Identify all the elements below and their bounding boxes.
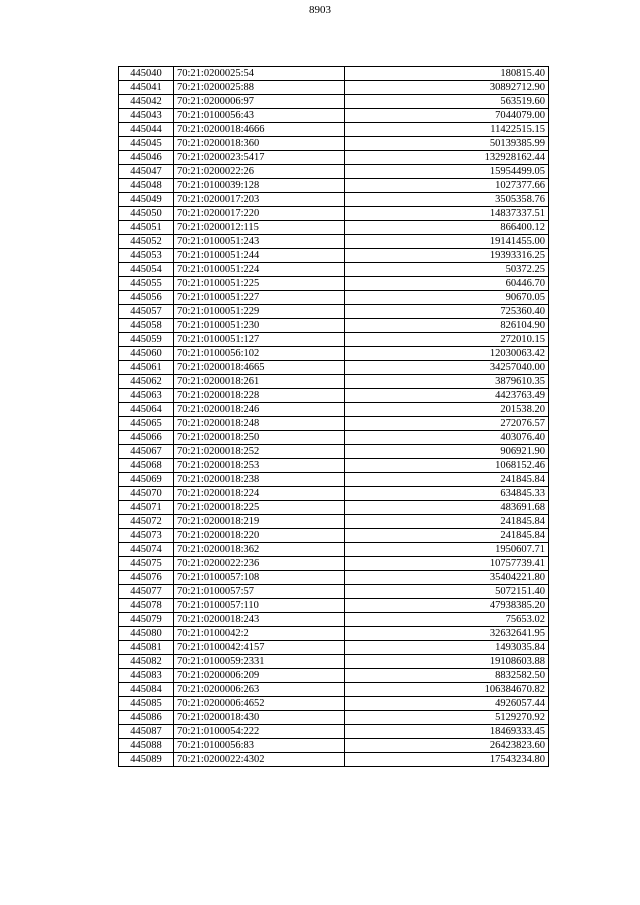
row-number-cell: 445089 — [119, 753, 174, 767]
table-row — [119, 711, 549, 725]
row-number-cell: 445083 — [119, 669, 174, 683]
row-number-cell: 445042 — [119, 95, 174, 109]
cadastral-value-cell: 241845.84 — [345, 515, 549, 529]
cadastral-value-cell: 8832582.50 — [345, 669, 549, 683]
cadastral-number-cell: 70:21:0200018:248 — [174, 417, 345, 431]
cadastral-value-cell: 18469333.45 — [345, 725, 549, 739]
cadastral-number-cell: 70:21:0100051:243 — [174, 235, 345, 249]
cadastral-number-cell: 70:21:0200018:238 — [174, 473, 345, 487]
cadastral-number-cell: 70:21:0100051:127 — [174, 333, 345, 347]
row-number-cell: 445081 — [119, 641, 174, 655]
cadastral-number-cell: 70:21:0200018:219 — [174, 515, 345, 529]
row-number-cell: 445080 — [119, 627, 174, 641]
row-number-cell: 445062 — [119, 375, 174, 389]
cadastral-number-cell: 70:21:0200025:88 — [174, 81, 345, 95]
table-row — [119, 417, 549, 431]
cadastral-value-cell: 5129270.92 — [345, 711, 549, 725]
cadastral-number-cell: 70:21:0200018:224 — [174, 487, 345, 501]
table-row — [119, 473, 549, 487]
row-number-cell: 445054 — [119, 263, 174, 277]
row-number-cell: 445065 — [119, 417, 174, 431]
row-number-cell: 445060 — [119, 347, 174, 361]
row-number-cell: 445056 — [119, 291, 174, 305]
page-number: 8903 — [309, 4, 331, 16]
table-row — [119, 263, 549, 277]
row-number-cell: 445043 — [119, 109, 174, 123]
cadastral-number-cell: 70:21:0100054:222 — [174, 725, 345, 739]
cadastral-number-cell: 70:21:0200017:220 — [174, 207, 345, 221]
table-row — [119, 347, 549, 361]
table-row — [119, 81, 549, 95]
cadastral-value-cell: 12030063.42 — [345, 347, 549, 361]
cadastral-value-cell: 1068152.46 — [345, 459, 549, 473]
cadastral-value-cell: 483691.68 — [345, 501, 549, 515]
cadastral-number-cell: 70:21:0100039:128 — [174, 179, 345, 193]
cadastral-value-cell: 403076.40 — [345, 431, 549, 445]
table-row — [119, 95, 549, 109]
cadastral-value-table — [118, 66, 549, 767]
cadastral-value-cell: 180815.40 — [345, 67, 549, 81]
cadastral-value-cell: 132928162.44 — [345, 151, 549, 165]
cadastral-number-cell: 70:21:0200018:261 — [174, 375, 345, 389]
cadastral-value-cell: 1950607.71 — [345, 543, 549, 557]
cadastral-value-cell: 272076.57 — [345, 417, 549, 431]
cadastral-value-cell: 32632641.95 — [345, 627, 549, 641]
table-row — [119, 249, 549, 263]
cadastral-value-cell: 4423763.49 — [345, 389, 549, 403]
row-number-cell: 445079 — [119, 613, 174, 627]
cadastral-value-cell: 19393316.25 — [345, 249, 549, 263]
row-number-cell: 445084 — [119, 683, 174, 697]
table-row — [119, 515, 549, 529]
row-number-cell: 445072 — [119, 515, 174, 529]
cadastral-value-cell: 241845.84 — [345, 529, 549, 543]
row-number-cell: 445067 — [119, 445, 174, 459]
cadastral-value-cell: 17543234.80 — [345, 753, 549, 767]
cadastral-value-cell: 4926057.44 — [345, 697, 549, 711]
row-number-cell: 445046 — [119, 151, 174, 165]
table-row — [119, 109, 549, 123]
cadastral-number-cell: 70:21:0200018:252 — [174, 445, 345, 459]
table-row — [119, 445, 549, 459]
cadastral-number-cell: 70:21:0100042:2 — [174, 627, 345, 641]
cadastral-value-cell: 10757739.41 — [345, 557, 549, 571]
cadastral-number-cell: 70:21:0100051:224 — [174, 263, 345, 277]
cadastral-value-cell: 60446.70 — [345, 277, 549, 291]
table-row — [119, 221, 549, 235]
row-number-cell: 445041 — [119, 81, 174, 95]
table-row — [119, 613, 549, 627]
table-row — [119, 501, 549, 515]
cadastral-value-cell: 563519.60 — [345, 95, 549, 109]
cadastral-value-cell: 272010.15 — [345, 333, 549, 347]
cadastral-value-cell: 50139385.99 — [345, 137, 549, 151]
cadastral-number-cell: 70:21:0100056:102 — [174, 347, 345, 361]
cadastral-number-cell: 70:21:0100051:230 — [174, 319, 345, 333]
cadastral-value-cell: 47938385.20 — [345, 599, 549, 613]
cadastral-number-cell: 70:21:0200018:4666 — [174, 123, 345, 137]
table-row — [119, 151, 549, 165]
cadastral-number-cell: 70:21:0100056:43 — [174, 109, 345, 123]
cadastral-number-cell: 70:21:0200017:203 — [174, 193, 345, 207]
row-number-cell: 445052 — [119, 235, 174, 249]
table-row — [119, 585, 549, 599]
row-number-cell: 445076 — [119, 571, 174, 585]
row-number-cell: 445085 — [119, 697, 174, 711]
table-row — [119, 529, 549, 543]
table-row — [119, 459, 549, 473]
cadastral-number-cell: 70:21:0100059:2331 — [174, 655, 345, 669]
table-row — [119, 207, 549, 221]
cadastral-value-cell: 826104.90 — [345, 319, 549, 333]
cadastral-number-cell: 70:21:0100051:227 — [174, 291, 345, 305]
cadastral-number-cell: 70:21:0100051:244 — [174, 249, 345, 263]
cadastral-number-cell: 70:21:0200022:4302 — [174, 753, 345, 767]
cadastral-value-cell: 906921.90 — [345, 445, 549, 459]
cadastral-number-cell: 70:21:0100057:108 — [174, 571, 345, 585]
cadastral-number-cell: 70:21:0100057:57 — [174, 585, 345, 599]
row-number-cell: 445048 — [119, 179, 174, 193]
cadastral-number-cell: 70:21:0200018:243 — [174, 613, 345, 627]
cadastral-value-cell: 19108603.88 — [345, 655, 549, 669]
cadastral-value-cell: 35404221.80 — [345, 571, 549, 585]
table-row — [119, 165, 549, 179]
row-number-cell: 445045 — [119, 137, 174, 151]
table-row — [119, 557, 549, 571]
cadastral-value-cell: 201538.20 — [345, 403, 549, 417]
cadastral-value-cell: 34257040.00 — [345, 361, 549, 375]
table-row — [119, 543, 549, 557]
table-row — [119, 697, 549, 711]
table-row — [119, 319, 549, 333]
table-row — [119, 305, 549, 319]
row-number-cell: 445058 — [119, 319, 174, 333]
row-number-cell: 445082 — [119, 655, 174, 669]
cadastral-value-cell: 90670.05 — [345, 291, 549, 305]
cadastral-number-cell: 70:21:0200018:253 — [174, 459, 345, 473]
row-number-cell: 445040 — [119, 67, 174, 81]
row-number-cell: 445086 — [119, 711, 174, 725]
table-row — [119, 403, 549, 417]
table-row — [119, 277, 549, 291]
row-number-cell: 445071 — [119, 501, 174, 515]
cadastral-value-cell: 19141455.00 — [345, 235, 549, 249]
row-number-cell: 445088 — [119, 739, 174, 753]
row-number-cell: 445049 — [119, 193, 174, 207]
table-row — [119, 179, 549, 193]
table-row — [119, 361, 549, 375]
row-number-cell: 445057 — [119, 305, 174, 319]
row-number-cell: 445077 — [119, 585, 174, 599]
row-number-cell: 445070 — [119, 487, 174, 501]
cadastral-value-cell: 14837337.51 — [345, 207, 549, 221]
cadastral-number-cell: 70:21:0200018:228 — [174, 389, 345, 403]
cadastral-number-cell: 70:21:0200006:263 — [174, 683, 345, 697]
cadastral-value-cell: 3505358.76 — [345, 193, 549, 207]
row-number-cell: 445069 — [119, 473, 174, 487]
cadastral-value-cell: 725360.40 — [345, 305, 549, 319]
table-row — [119, 67, 549, 81]
row-number-cell: 445063 — [119, 389, 174, 403]
row-number-cell: 445055 — [119, 277, 174, 291]
row-number-cell: 445074 — [119, 543, 174, 557]
row-number-cell: 445068 — [119, 459, 174, 473]
cadastral-number-cell: 70:21:0100056:83 — [174, 739, 345, 753]
cadastral-number-cell: 70:21:0200012:115 — [174, 221, 345, 235]
table-row — [119, 123, 549, 137]
row-number-cell: 445051 — [119, 221, 174, 235]
cadastral-number-cell: 70:21:0200018:246 — [174, 403, 345, 417]
cadastral-number-cell: 70:21:0100057:110 — [174, 599, 345, 613]
cadastral-number-cell: 70:21:0200018:360 — [174, 137, 345, 151]
table-row — [119, 389, 549, 403]
table-row — [119, 599, 549, 613]
table-row — [119, 655, 549, 669]
row-number-cell: 445075 — [119, 557, 174, 571]
table-row — [119, 627, 549, 641]
table-row — [119, 375, 549, 389]
table-row — [119, 193, 549, 207]
cadastral-value-cell: 50372.25 — [345, 263, 549, 277]
cadastral-value-cell: 7044079.00 — [345, 109, 549, 123]
cadastral-number-cell: 70:21:0200006:97 — [174, 95, 345, 109]
row-number-cell: 445053 — [119, 249, 174, 263]
row-number-cell: 445078 — [119, 599, 174, 613]
row-number-cell: 445044 — [119, 123, 174, 137]
row-number-cell: 445064 — [119, 403, 174, 417]
table-row — [119, 641, 549, 655]
table-row — [119, 571, 549, 585]
cadastral-value-cell: 1493035.84 — [345, 641, 549, 655]
table-row — [119, 725, 549, 739]
cadastral-value-cell: 866400.12 — [345, 221, 549, 235]
cadastral-number-cell: 70:21:0200006:4652 — [174, 697, 345, 711]
cadastral-number-cell: 70:21:0200018:250 — [174, 431, 345, 445]
cadastral-value-cell: 26423823.60 — [345, 739, 549, 753]
row-number-cell: 445087 — [119, 725, 174, 739]
cadastral-number-cell: 70:21:0200018:4665 — [174, 361, 345, 375]
row-number-cell: 445047 — [119, 165, 174, 179]
table-row — [119, 739, 549, 753]
cadastral-number-cell: 70:21:0100051:225 — [174, 277, 345, 291]
cadastral-value-cell: 15954499.05 — [345, 165, 549, 179]
table-row — [119, 137, 549, 151]
table-body — [119, 67, 549, 767]
cadastral-number-cell: 70:21:0200022:236 — [174, 557, 345, 571]
row-number-cell: 445059 — [119, 333, 174, 347]
row-number-cell: 445066 — [119, 431, 174, 445]
table-row — [119, 235, 549, 249]
table-row — [119, 669, 549, 683]
cadastral-number-cell: 70:21:0200018:225 — [174, 501, 345, 515]
cadastral-value-cell: 11422515.15 — [345, 123, 549, 137]
cadastral-number-cell: 70:21:0100042:4157 — [174, 641, 345, 655]
row-number-cell: 445073 — [119, 529, 174, 543]
cadastral-number-cell: 70:21:0200006:209 — [174, 669, 345, 683]
cadastral-number-cell: 70:21:0200023:5417 — [174, 151, 345, 165]
cadastral-value-cell: 30892712.90 — [345, 81, 549, 95]
row-number-cell: 445061 — [119, 361, 174, 375]
cadastral-value-cell: 3879610.35 — [345, 375, 549, 389]
cadastral-value-cell: 5072151.40 — [345, 585, 549, 599]
cadastral-value-cell: 241845.84 — [345, 473, 549, 487]
cadastral-value-cell: 634845.33 — [345, 487, 549, 501]
table-row — [119, 333, 549, 347]
cadastral-number-cell: 70:21:0200018:362 — [174, 543, 345, 557]
table-row — [119, 753, 549, 767]
cadastral-number-cell: 70:21:0200018:220 — [174, 529, 345, 543]
cadastral-value-cell: 1027377.66 — [345, 179, 549, 193]
cadastral-number-cell: 70:21:0100051:229 — [174, 305, 345, 319]
table-row — [119, 431, 549, 445]
cadastral-number-cell: 70:21:0200018:430 — [174, 711, 345, 725]
table-row — [119, 291, 549, 305]
cadastral-value-cell: 106384670.82 — [345, 683, 549, 697]
cadastral-number-cell: 70:21:0200025:54 — [174, 67, 345, 81]
table-row — [119, 683, 549, 697]
table-row — [119, 487, 549, 501]
cadastral-number-cell: 70:21:0200022:26 — [174, 165, 345, 179]
cadastral-value-cell: 75653.02 — [345, 613, 549, 627]
row-number-cell: 445050 — [119, 207, 174, 221]
